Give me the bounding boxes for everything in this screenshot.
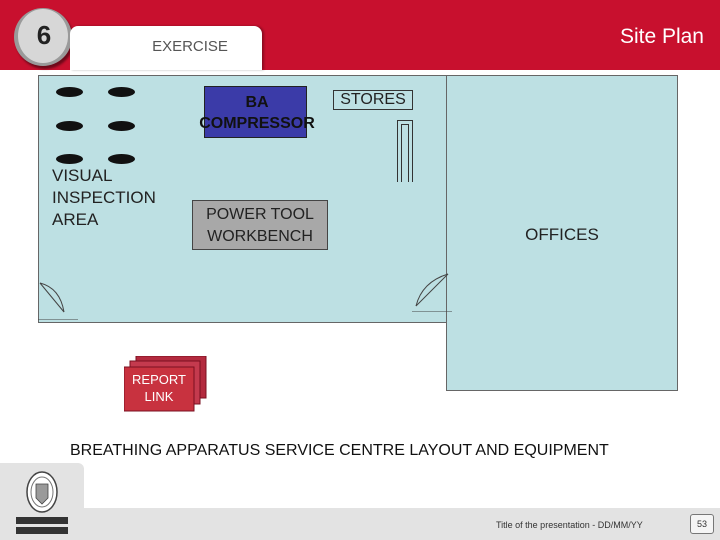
- door-swing-icon: [38, 280, 78, 320]
- section-number: 6: [36, 20, 52, 50]
- door-swing-icon: [412, 272, 452, 312]
- layout-caption: BREATHING APPARATUS SERVICE CENTRE LAYOUT AND EQUIPMENT: [70, 442, 609, 459]
- stores-label: STORES: [340, 91, 406, 108]
- exercise-tab-label: EXERCISE: [152, 38, 228, 55]
- ba-set-icon: [56, 154, 83, 164]
- ba-set-icon: [56, 87, 83, 97]
- visual-inspection-label: VISUAL INSPECTION AREA: [52, 166, 156, 229]
- storage-rack-inner: [401, 124, 409, 182]
- workbench-label: POWER TOOL WORKBENCH: [206, 206, 314, 245]
- ba-set-icon: [56, 121, 83, 131]
- bureau-veritas-logo: [14, 466, 70, 538]
- page-number: 53: [690, 514, 714, 534]
- page-title: Site Plan: [619, 25, 704, 48]
- ba-set-icon: [108, 87, 135, 97]
- offices-label: OFFICES: [525, 225, 599, 244]
- presentation-title: Title of the presentation - DD/MM/YY: [496, 520, 643, 530]
- ba-set-icon: [108, 154, 135, 164]
- ba-compressor-label: BA COMPRESSOR: [199, 94, 315, 132]
- report-link-label[interactable]: REPORT LINK: [132, 372, 186, 404]
- ba-set-icon: [108, 121, 135, 131]
